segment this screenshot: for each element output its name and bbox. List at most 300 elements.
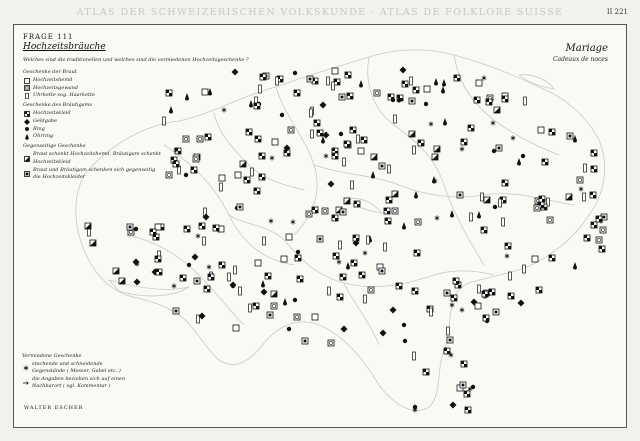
half-filled-square-icon (24, 156, 30, 162)
check-marker (359, 272, 365, 278)
tall-marker (357, 135, 360, 143)
drop-marker (185, 93, 189, 101)
diamond-marker (380, 330, 387, 337)
double-marker (328, 340, 334, 346)
check-marker (505, 243, 511, 249)
tall-marker (343, 158, 346, 166)
open-marker (358, 148, 364, 154)
check-marker (465, 407, 471, 413)
check-marker (253, 303, 259, 309)
half-marker (371, 154, 377, 160)
marker-layer (85, 67, 607, 414)
check-marker (254, 188, 260, 194)
cross-marker (409, 98, 415, 104)
star-marker (482, 76, 486, 81)
tall-marker (410, 77, 413, 85)
star-marker (363, 251, 367, 256)
check-marker (347, 93, 353, 99)
check-marker (208, 274, 214, 280)
check-marker (332, 215, 338, 221)
double-marker (392, 208, 398, 214)
half-marker (344, 198, 350, 204)
check-marker (508, 293, 514, 299)
star-marker (505, 254, 509, 259)
diamond-marker (328, 181, 335, 188)
tall-marker (367, 236, 370, 244)
star-marker (460, 308, 464, 313)
star-marker (460, 147, 464, 152)
check-marker (384, 208, 390, 214)
half-marker (494, 107, 500, 113)
circle-marker (280, 113, 284, 117)
check-marker (345, 72, 351, 78)
check-marker (464, 391, 470, 397)
tall-marker (339, 241, 342, 249)
check-marker (483, 315, 489, 321)
open-marker (233, 325, 239, 331)
drop-marker (261, 280, 265, 288)
check-marker (344, 141, 350, 147)
legend-panel (23, 67, 163, 182)
double-marker (322, 208, 328, 214)
check-marker (244, 177, 250, 183)
double-marker (294, 314, 300, 320)
check-marker (542, 159, 548, 165)
legend-row (23, 85, 163, 93)
star-marker (196, 234, 200, 239)
cross-marker (567, 133, 573, 139)
half-marker (240, 161, 246, 167)
half-marker (119, 278, 125, 284)
half-marker (434, 146, 440, 152)
legend-row (23, 133, 163, 141)
drop-marker (283, 298, 287, 306)
tall-marker (332, 82, 335, 90)
tall-marker (220, 183, 223, 191)
tall-marker (327, 77, 330, 85)
legend-row (22, 376, 137, 391)
half-marker (566, 194, 572, 200)
double-marker (166, 172, 172, 178)
subject-title-fr: Mariage (565, 43, 608, 54)
open-marker (332, 68, 338, 74)
legend-mutual-heading: Gegenseitige Geschenke (23, 143, 86, 150)
star-marker (450, 303, 454, 308)
legend-label: Uhrkette sog. Haarkette (33, 92, 96, 99)
checkered-square-icon (24, 111, 30, 117)
author: WALTER ESCHER (24, 405, 84, 411)
open-marker (286, 234, 292, 240)
circle-marker (424, 102, 428, 106)
drop-marker (477, 211, 481, 219)
cross-marker (447, 337, 453, 343)
sheet-number: II 221 (606, 8, 628, 16)
diamond-marker (518, 300, 525, 307)
diamond-marker (192, 254, 199, 261)
tall-marker (263, 237, 266, 245)
check-marker (259, 174, 265, 180)
star-marker (511, 136, 515, 141)
tall-marker (447, 327, 450, 335)
diamond-marker (400, 67, 407, 74)
legend-label: Hochzeitsgewand (33, 84, 78, 91)
half-marker (392, 191, 398, 197)
check-marker (482, 291, 488, 297)
legend-row (23, 151, 163, 167)
check-marker (502, 96, 508, 102)
tall-marker (311, 130, 314, 138)
cross-marker (340, 209, 346, 215)
diamond-marker (230, 282, 237, 289)
check-marker (246, 129, 252, 135)
check-marker (180, 275, 186, 281)
diamond-marker (450, 402, 457, 409)
cross-marker (460, 382, 466, 388)
cross-marker (302, 338, 308, 344)
check-marker (549, 255, 555, 261)
open-marker (312, 314, 318, 320)
check-marker (418, 140, 424, 146)
check-marker (333, 253, 339, 259)
cross-marker (457, 192, 463, 198)
check-marker (155, 256, 161, 262)
cross-marker (237, 204, 243, 210)
check-marker (156, 269, 162, 275)
atlas-title: ATLAS DER SCHWEIZERISCHEN VOLKSKUNDE · ATLAS DE FOLKLORE SUISSE (76, 7, 564, 18)
legend-row (23, 126, 163, 134)
tall-marker (310, 109, 313, 117)
check-marker (265, 273, 271, 279)
tall-marker (388, 165, 391, 173)
check-marker (184, 226, 190, 232)
check-marker (351, 260, 357, 266)
check-marker (591, 150, 597, 156)
check-marker (590, 192, 596, 198)
tall-marker (394, 115, 397, 123)
half-marker (432, 154, 438, 160)
circle-marker (296, 250, 300, 254)
subtitle-fr: Cadeaux de noces (552, 56, 608, 63)
check-marker (423, 369, 429, 375)
drop-marker (249, 100, 253, 108)
cross-marker (194, 278, 200, 284)
arrow-icon (23, 380, 29, 386)
star-marker (291, 220, 295, 225)
legend-label: Braut und Bräutigam schenken sich gegenseitig die Hochzeitskleider (33, 166, 156, 181)
lake-constance (519, 75, 554, 89)
check-marker (314, 120, 320, 126)
tall-marker (478, 285, 481, 293)
canton-line-1 (164, 145, 294, 265)
tall-marker (203, 237, 206, 245)
check-marker (386, 197, 392, 203)
tall-marker (364, 295, 367, 303)
legend-row (23, 77, 163, 85)
tall-marker (384, 243, 387, 251)
open-marker (476, 80, 482, 86)
check-marker (486, 99, 492, 105)
tall-marker (583, 193, 586, 201)
open-marker (538, 127, 544, 133)
half-marker (85, 223, 91, 229)
tall-marker (276, 77, 279, 85)
tall-marker (228, 273, 231, 281)
diamond-marker (261, 289, 268, 296)
circle-marker (134, 227, 138, 231)
check-marker (354, 201, 360, 207)
star-marker (269, 219, 273, 224)
check-marker (454, 75, 460, 81)
cross-marker (493, 309, 499, 315)
drop-marker (441, 86, 445, 94)
check-marker (502, 180, 508, 186)
cross-marker (127, 224, 133, 230)
legend-label: Hochzeitskleid (33, 109, 71, 116)
check-marker (259, 153, 265, 159)
cross-marker (339, 94, 345, 100)
check-marker (295, 255, 301, 261)
open-marker (219, 175, 225, 181)
tall-marker (328, 287, 331, 295)
tall-marker (413, 146, 416, 154)
half-marker (271, 291, 277, 297)
double-marker (596, 237, 602, 243)
check-marker (536, 287, 542, 293)
check-marker (453, 278, 459, 284)
double-marker (306, 211, 312, 217)
double-marker (288, 127, 294, 133)
tall-marker (584, 164, 587, 172)
tall-marker (523, 265, 526, 273)
question-number: FRAGE 111 (23, 33, 74, 41)
legend-label: Braut schenkt Hochzeitshemd, Bräutigam schenkt Hochzeitskleid (33, 150, 161, 165)
open-marker (281, 256, 287, 262)
circle-marker (187, 263, 191, 267)
check-marker (294, 90, 300, 96)
question-text: Welches sind die traditionellen und welches sind die vermiedenen Hochzeitsgeschenke ? (23, 57, 249, 63)
check-marker (219, 262, 225, 268)
check-marker (591, 166, 597, 172)
check-marker (205, 134, 211, 140)
tall-marker (234, 266, 237, 274)
cross-marker (173, 308, 179, 314)
half-marker (484, 197, 490, 203)
circle-marker (402, 323, 406, 327)
legend-label: stechende und schneidende Gegenstände ( Messer, Gabel etc. ) (32, 360, 121, 374)
check-marker (444, 348, 450, 354)
subject-title: Hochzeitsbräuche (23, 42, 106, 52)
check-marker (396, 283, 402, 289)
legend-label: Hochzeitshemd (33, 76, 73, 83)
check-marker (255, 136, 261, 142)
cross-marker (379, 163, 385, 169)
check-marker (474, 97, 480, 103)
check-marker (412, 288, 418, 294)
drop-icon (24, 134, 30, 140)
double-marker (193, 156, 199, 162)
drop-marker (371, 171, 375, 179)
check-marker (166, 90, 172, 96)
circle-marker (492, 149, 496, 153)
check-marker (337, 294, 343, 300)
check-marker (489, 289, 495, 295)
legend-groom-heading: Geschenke des Bräutigams (23, 102, 92, 109)
tall-marker (502, 218, 505, 226)
check-marker (413, 87, 419, 93)
cross-marker (379, 268, 385, 274)
double-marker (600, 227, 606, 233)
legend-row (23, 92, 163, 100)
open-marker (532, 256, 538, 262)
diamond-marker (232, 69, 239, 76)
check-marker (199, 223, 205, 229)
check-marker (297, 276, 303, 282)
star-marker (222, 108, 226, 113)
check-marker (340, 274, 346, 280)
check-marker (451, 295, 457, 301)
check-marker (481, 227, 487, 233)
check-marker (204, 286, 210, 292)
cross-marker (267, 312, 273, 318)
check-marker (317, 130, 323, 136)
circle-marker (521, 154, 525, 158)
tall-marker (481, 193, 484, 201)
drop-marker (359, 80, 363, 88)
circle-marker (493, 205, 497, 209)
open-marker (235, 172, 241, 178)
double-marker (183, 136, 189, 142)
open-marker (255, 260, 261, 266)
legend-avoided-heading: Vermiedene Geschenke (22, 353, 82, 359)
double-marker (547, 217, 553, 223)
drop-marker (346, 262, 350, 270)
drop-marker (169, 106, 173, 114)
legend-label: Ohrring (33, 133, 54, 140)
circle-marker (287, 327, 291, 331)
open-marker (424, 86, 430, 92)
drop-marker (573, 135, 577, 143)
circle-marker (293, 298, 297, 302)
drop-marker (442, 79, 446, 87)
check-marker (591, 222, 597, 228)
double-marker (577, 177, 583, 183)
tall-marker (239, 287, 242, 295)
tall-marker (524, 97, 527, 105)
legend-row (23, 110, 163, 118)
check-marker (539, 196, 545, 202)
check-marker (312, 207, 318, 213)
crossed-square-icon (24, 171, 30, 177)
tall-marker (251, 168, 254, 176)
double-marker (368, 287, 374, 293)
check-marker (414, 250, 420, 256)
check-marker (173, 161, 179, 167)
asterisk-icon (23, 365, 29, 371)
check-marker (461, 139, 467, 145)
circle-marker (339, 132, 343, 136)
circle-marker (413, 405, 417, 409)
drop-marker (450, 210, 454, 218)
drop-marker (402, 222, 406, 230)
tall-marker (413, 352, 416, 360)
check-marker (388, 94, 394, 100)
cross-marker (444, 290, 450, 296)
drop-marker (573, 262, 577, 270)
double-square-icon (24, 85, 30, 91)
drop-marker (208, 88, 212, 96)
check-marker (334, 79, 340, 85)
diamond-marker (134, 279, 141, 286)
double-marker (271, 303, 277, 309)
legend-row (22, 361, 137, 376)
double-marker (534, 205, 540, 211)
open-marker (272, 139, 278, 145)
star-marker (579, 187, 583, 192)
double-marker (415, 219, 421, 225)
drop-marker (443, 118, 447, 126)
check-marker (468, 125, 474, 131)
tall-marker (259, 85, 262, 93)
drop-marker (434, 78, 438, 86)
legend-row (23, 118, 163, 126)
cross-marker (317, 236, 323, 242)
star-marker (324, 154, 328, 159)
cross-marker (496, 145, 502, 151)
check-marker (350, 127, 356, 133)
tall-marker (249, 304, 252, 312)
diamond-marker (390, 307, 397, 314)
tall-marker (430, 308, 433, 316)
check-marker (402, 81, 408, 87)
filled-circle-icon (24, 126, 30, 132)
star-marker (207, 265, 211, 270)
canton-line-9 (454, 55, 559, 155)
diamond-marker (320, 102, 327, 109)
check-marker (332, 153, 338, 159)
check-marker (461, 361, 467, 367)
circle-marker (471, 385, 475, 389)
star-marker (435, 216, 439, 221)
legend-bride-heading: Geschenke der Braut (23, 69, 77, 75)
circle-marker (184, 173, 188, 177)
diamond-marker (341, 326, 348, 333)
double-marker (374, 90, 380, 96)
check-marker (584, 235, 590, 241)
open-square-icon (24, 78, 30, 84)
check-marker (385, 218, 391, 224)
check-marker (260, 74, 266, 80)
legend-label: die Angaben beziehen sich auf einen Nachbarort ( vgl. Kommentar ) (32, 375, 126, 389)
star-marker (429, 122, 433, 127)
drop-marker (321, 136, 325, 144)
check-marker (213, 225, 219, 231)
drop-marker (414, 191, 418, 199)
check-marker (353, 235, 359, 241)
star-marker (337, 260, 341, 265)
tall-marker (470, 213, 473, 221)
star-marker (270, 156, 274, 161)
filled-diamond-icon (24, 119, 30, 125)
open-marker (202, 89, 208, 95)
tall-marker (509, 272, 512, 280)
star-marker (172, 284, 176, 289)
circle-marker (293, 71, 297, 75)
star-marker (491, 121, 495, 126)
legend-label: Ring (33, 125, 45, 132)
legend-row (23, 167, 163, 183)
open-marker (475, 303, 481, 309)
check-marker (549, 129, 555, 135)
